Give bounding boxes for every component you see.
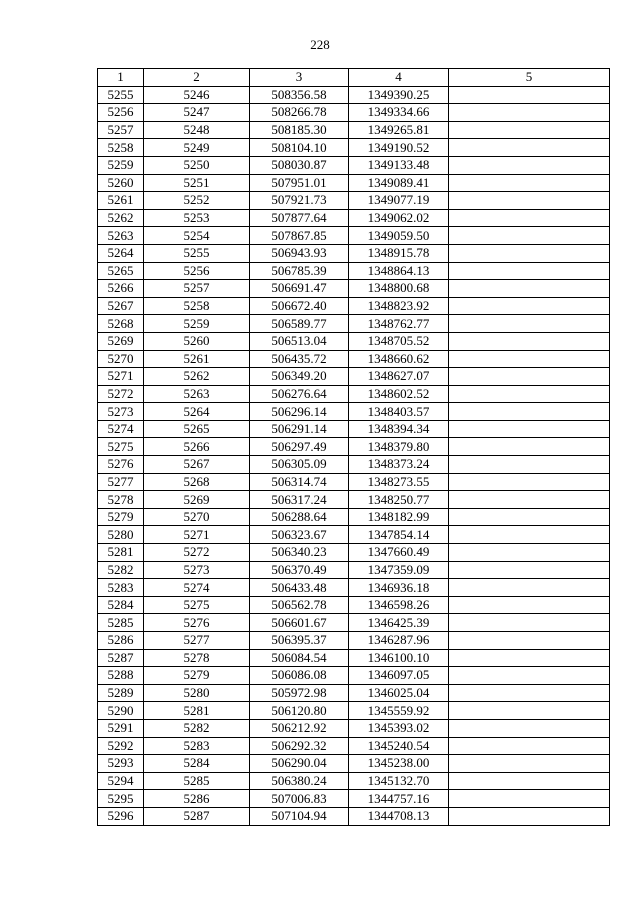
table-cell-col-1: 5288 — [98, 667, 144, 685]
table-cell-col-5 — [449, 156, 610, 174]
table-cell-col-3: 506288.64 — [250, 508, 349, 526]
table-cell-col-3: 506513.04 — [250, 332, 349, 350]
table-cell-col-3: 507951.01 — [250, 174, 349, 192]
table-cell-col-5 — [449, 684, 610, 702]
table-cell-col-1: 5269 — [98, 332, 144, 350]
table-row — [98, 579, 610, 597]
table-cell-col-3: 506291.14 — [250, 420, 349, 438]
table-cell-col-4: 1348602.52 — [349, 385, 449, 403]
table-cell-col-2: 5277 — [144, 632, 250, 650]
table-header — [98, 69, 610, 87]
table-row — [98, 209, 610, 227]
table-cell-col-1: 5278 — [98, 491, 144, 509]
table-cell-col-3: 506349.20 — [250, 368, 349, 386]
table-cell-col-2: 5272 — [144, 544, 250, 562]
table-cell-col-2: 5264 — [144, 403, 250, 421]
column-header-4: 4 — [349, 69, 449, 87]
table-cell-col-2: 5280 — [144, 684, 250, 702]
table-cell-col-1: 5274 — [98, 420, 144, 438]
table-cell-col-4: 1348273.55 — [349, 473, 449, 491]
table-cell-col-5 — [449, 174, 610, 192]
table-row — [98, 772, 610, 790]
table-cell-col-1: 5270 — [98, 350, 144, 368]
table-cell-col-5 — [449, 121, 610, 139]
table-cell-col-3: 508030.87 — [250, 156, 349, 174]
table-cell-col-1: 5260 — [98, 174, 144, 192]
table-cell-col-4: 1348705.52 — [349, 332, 449, 350]
table-cell-col-5 — [449, 368, 610, 386]
table-cell-col-3: 506672.40 — [250, 297, 349, 315]
table-cell-col-1: 5259 — [98, 156, 144, 174]
header-row — [98, 69, 610, 87]
table-cell-col-5 — [449, 438, 610, 456]
table-cell-col-3: 507104.94 — [250, 807, 349, 825]
table-cell-col-3: 506317.24 — [250, 491, 349, 509]
table-cell-col-5 — [449, 104, 610, 122]
table-cell-col-3: 506370.49 — [250, 561, 349, 579]
table-row — [98, 456, 610, 474]
table-cell-col-3: 506084.54 — [250, 649, 349, 667]
table-cell-col-5 — [449, 755, 610, 773]
table-row — [98, 139, 610, 157]
table-cell-col-2: 5278 — [144, 649, 250, 667]
table-cell-col-4: 1348379.80 — [349, 438, 449, 456]
table-cell-col-2: 5259 — [144, 315, 250, 333]
table-cell-col-1: 5291 — [98, 719, 144, 737]
table-cell-col-4: 1348394.34 — [349, 420, 449, 438]
table-cell-col-3: 508356.58 — [250, 86, 349, 104]
table-cell-col-4: 1348762.77 — [349, 315, 449, 333]
table-cell-col-3: 507877.64 — [250, 209, 349, 227]
table-cell-col-2: 5269 — [144, 491, 250, 509]
table-row — [98, 262, 610, 280]
table-row — [98, 86, 610, 104]
table-cell-col-4: 1348403.57 — [349, 403, 449, 421]
table-cell-col-3: 506691.47 — [250, 280, 349, 298]
column-header-2: 2 — [144, 69, 250, 87]
table-cell-col-2: 5285 — [144, 772, 250, 790]
table-cell-col-4: 1347854.14 — [349, 526, 449, 544]
table-cell-col-5 — [449, 315, 610, 333]
table-cell-col-4: 1346100.10 — [349, 649, 449, 667]
table-row — [98, 667, 610, 685]
table-row — [98, 614, 610, 632]
table-cell-col-5 — [449, 209, 610, 227]
table-cell-col-2: 5284 — [144, 755, 250, 773]
table-cell-col-1: 5295 — [98, 790, 144, 808]
table-cell-col-5 — [449, 614, 610, 632]
table-cell-col-3: 506323.67 — [250, 526, 349, 544]
table-cell-col-3: 508266.78 — [250, 104, 349, 122]
table-cell-col-3: 506435.72 — [250, 350, 349, 368]
table-cell-col-3: 506120.80 — [250, 702, 349, 720]
table-cell-col-4: 1345240.54 — [349, 737, 449, 755]
table-cell-col-1: 5277 — [98, 473, 144, 491]
table-row — [98, 192, 610, 210]
table-row — [98, 473, 610, 491]
table-cell-col-5 — [449, 526, 610, 544]
table-cell-col-3: 506292.32 — [250, 737, 349, 755]
table-cell-col-4: 1344708.13 — [349, 807, 449, 825]
table-cell-col-5 — [449, 772, 610, 790]
table-cell-col-1: 5267 — [98, 297, 144, 315]
table-cell-col-2: 5265 — [144, 420, 250, 438]
table-cell-col-1: 5271 — [98, 368, 144, 386]
table-row — [98, 702, 610, 720]
table-row — [98, 385, 610, 403]
table-row — [98, 244, 610, 262]
table-cell-col-1: 5273 — [98, 403, 144, 421]
table-cell-col-2: 5249 — [144, 139, 250, 157]
table-cell-col-2: 5263 — [144, 385, 250, 403]
table-row — [98, 755, 610, 773]
table-cell-col-2: 5257 — [144, 280, 250, 298]
table-cell-col-1: 5282 — [98, 561, 144, 579]
table-cell-col-3: 507006.83 — [250, 790, 349, 808]
table-cell-col-3: 506433.48 — [250, 579, 349, 597]
table-cell-col-5 — [449, 192, 610, 210]
table-cell-col-1: 5261 — [98, 192, 144, 210]
table-body — [98, 86, 610, 825]
table-cell-col-4: 1348864.13 — [349, 262, 449, 280]
table-cell-col-1: 5263 — [98, 227, 144, 245]
table-cell-col-3: 506589.77 — [250, 315, 349, 333]
table-cell-col-2: 5252 — [144, 192, 250, 210]
table-cell-col-2: 5274 — [144, 579, 250, 597]
table-cell-col-2: 5279 — [144, 667, 250, 685]
table-cell-col-3: 506562.78 — [250, 596, 349, 614]
table-cell-col-2: 5260 — [144, 332, 250, 350]
page-number: 228 — [310, 37, 330, 52]
table-cell-col-5 — [449, 579, 610, 597]
table-cell-col-4: 1347660.49 — [349, 544, 449, 562]
table-row — [98, 420, 610, 438]
table-cell-col-2: 5248 — [144, 121, 250, 139]
table-cell-col-4: 1346097.05 — [349, 667, 449, 685]
table-cell-col-1: 5294 — [98, 772, 144, 790]
table-row — [98, 315, 610, 333]
table-cell-col-5 — [449, 719, 610, 737]
table-cell-col-5 — [449, 420, 610, 438]
table-cell-col-1: 5257 — [98, 121, 144, 139]
table-row — [98, 508, 610, 526]
table-row — [98, 280, 610, 298]
table-cell-col-1: 5287 — [98, 649, 144, 667]
table-cell-col-4: 1346425.39 — [349, 614, 449, 632]
table-cell-col-4: 1348915.78 — [349, 244, 449, 262]
table-cell-col-1: 5284 — [98, 596, 144, 614]
table-cell-col-2: 5287 — [144, 807, 250, 825]
table-cell-col-5 — [449, 491, 610, 509]
table-cell-col-5 — [449, 280, 610, 298]
table-cell-col-1: 5280 — [98, 526, 144, 544]
table-cell-col-1: 5255 — [98, 86, 144, 104]
table-row — [98, 526, 610, 544]
table-cell-col-4: 1345559.92 — [349, 702, 449, 720]
table-cell-col-5 — [449, 385, 610, 403]
table-cell-col-4: 1348182.99 — [349, 508, 449, 526]
table-cell-col-5 — [449, 473, 610, 491]
column-header-5: 5 — [449, 69, 610, 87]
table-cell-col-4: 1348660.62 — [349, 350, 449, 368]
table-cell-col-1: 5276 — [98, 456, 144, 474]
table-cell-col-2: 5281 — [144, 702, 250, 720]
table-cell-col-5 — [449, 403, 610, 421]
table-cell-col-2: 5273 — [144, 561, 250, 579]
table-cell-col-4: 1346025.04 — [349, 684, 449, 702]
table-cell-col-1: 5266 — [98, 280, 144, 298]
table-cell-col-2: 5254 — [144, 227, 250, 245]
table-cell-col-5 — [449, 244, 610, 262]
table-row — [98, 790, 610, 808]
table-cell-col-3: 505972.98 — [250, 684, 349, 702]
table-cell-col-5 — [449, 596, 610, 614]
table-row — [98, 561, 610, 579]
table-cell-col-1: 5286 — [98, 632, 144, 650]
table-cell-col-5 — [449, 262, 610, 280]
table-cell-col-2: 5247 — [144, 104, 250, 122]
table-cell-col-3: 507921.73 — [250, 192, 349, 210]
table-row — [98, 632, 610, 650]
table-cell-col-5 — [449, 86, 610, 104]
table-cell-col-1: 5275 — [98, 438, 144, 456]
table-cell-col-2: 5253 — [144, 209, 250, 227]
table-cell-col-1: 5292 — [98, 737, 144, 755]
table-cell-col-5 — [449, 297, 610, 315]
table-row — [98, 104, 610, 122]
table-row — [98, 332, 610, 350]
table-cell-col-2: 5270 — [144, 508, 250, 526]
table-cell-col-4: 1349390.25 — [349, 86, 449, 104]
table-row — [98, 368, 610, 386]
table-cell-col-2: 5246 — [144, 86, 250, 104]
table-cell-col-5 — [449, 227, 610, 245]
table-row — [98, 227, 610, 245]
table-cell-col-2: 5261 — [144, 350, 250, 368]
table-cell-col-3: 506276.64 — [250, 385, 349, 403]
column-header-1: 1 — [98, 69, 144, 87]
table-cell-col-1: 5285 — [98, 614, 144, 632]
table-cell-col-2: 5286 — [144, 790, 250, 808]
table-row — [98, 596, 610, 614]
table-row — [98, 807, 610, 825]
table-cell-col-1: 5293 — [98, 755, 144, 773]
table-cell-col-4: 1349265.81 — [349, 121, 449, 139]
table-cell-col-4: 1344757.16 — [349, 790, 449, 808]
table-cell-col-4: 1347359.09 — [349, 561, 449, 579]
column-header-3: 3 — [250, 69, 349, 87]
table-cell-col-2: 5275 — [144, 596, 250, 614]
table-cell-col-2: 5251 — [144, 174, 250, 192]
table-cell-col-3: 506314.74 — [250, 473, 349, 491]
table-cell-col-2: 5283 — [144, 737, 250, 755]
table-cell-col-4: 1349059.50 — [349, 227, 449, 245]
table-cell-col-2: 5262 — [144, 368, 250, 386]
table-row — [98, 121, 610, 139]
table-cell-col-4: 1349190.52 — [349, 139, 449, 157]
table-cell-col-2: 5255 — [144, 244, 250, 262]
table-cell-col-3: 506785.39 — [250, 262, 349, 280]
table-row — [98, 403, 610, 421]
table-row — [98, 544, 610, 562]
table-cell-col-3: 506290.04 — [250, 755, 349, 773]
table-cell-col-5 — [449, 790, 610, 808]
table-cell-col-3: 506086.08 — [250, 667, 349, 685]
table-cell-col-5 — [449, 737, 610, 755]
table-cell-col-5 — [449, 667, 610, 685]
table-cell-col-4: 1345393.02 — [349, 719, 449, 737]
table-cell-col-4: 1348823.92 — [349, 297, 449, 315]
table-cell-col-2: 5266 — [144, 438, 250, 456]
table-row — [98, 684, 610, 702]
table-cell-col-3: 507867.85 — [250, 227, 349, 245]
table-row — [98, 491, 610, 509]
table-row — [98, 174, 610, 192]
table-cell-col-5 — [449, 632, 610, 650]
table-cell-col-1: 5265 — [98, 262, 144, 280]
table-row — [98, 719, 610, 737]
table-cell-col-1: 5283 — [98, 579, 144, 597]
table-cell-col-1: 5289 — [98, 684, 144, 702]
table-cell-col-2: 5268 — [144, 473, 250, 491]
table-cell-col-2: 5250 — [144, 156, 250, 174]
table-cell-col-5 — [449, 649, 610, 667]
table-cell-col-2: 5276 — [144, 614, 250, 632]
table-cell-col-1: 5264 — [98, 244, 144, 262]
table-row — [98, 297, 610, 315]
table-cell-col-2: 5256 — [144, 262, 250, 280]
table-cell-col-3: 506340.23 — [250, 544, 349, 562]
table-cell-col-2: 5267 — [144, 456, 250, 474]
coordinates-table — [97, 68, 610, 826]
table-cell-col-4: 1348250.77 — [349, 491, 449, 509]
table-cell-col-5 — [449, 702, 610, 720]
table-cell-col-5 — [449, 508, 610, 526]
table-cell-col-5 — [449, 456, 610, 474]
table-cell-col-4: 1349089.41 — [349, 174, 449, 192]
table-cell-col-4: 1349077.19 — [349, 192, 449, 210]
table-cell-col-3: 508185.30 — [250, 121, 349, 139]
table-cell-col-5 — [449, 544, 610, 562]
table-row — [98, 350, 610, 368]
table-cell-col-5 — [449, 807, 610, 825]
table-row — [98, 737, 610, 755]
table-cell-col-3: 506601.67 — [250, 614, 349, 632]
table-cell-col-3: 506395.37 — [250, 632, 349, 650]
table-cell-col-3: 506297.49 — [250, 438, 349, 456]
table-cell-col-4: 1349334.66 — [349, 104, 449, 122]
table-cell-col-3: 506212.92 — [250, 719, 349, 737]
table-cell-col-1: 5281 — [98, 544, 144, 562]
table-cell-col-3: 506943.93 — [250, 244, 349, 262]
table-cell-col-1: 5268 — [98, 315, 144, 333]
table-cell-col-3: 506305.09 — [250, 456, 349, 474]
table-cell-col-1: 5258 — [98, 139, 144, 157]
table-row — [98, 156, 610, 174]
table-cell-col-4: 1346287.96 — [349, 632, 449, 650]
table-cell-col-4: 1348627.07 — [349, 368, 449, 386]
table-cell-col-3: 506296.14 — [250, 403, 349, 421]
table-cell-col-4: 1349062.02 — [349, 209, 449, 227]
table-cell-col-4: 1349133.48 — [349, 156, 449, 174]
table-cell-col-1: 5272 — [98, 385, 144, 403]
table-cell-col-5 — [449, 350, 610, 368]
table-cell-col-4: 1348800.68 — [349, 280, 449, 298]
table-cell-col-2: 5258 — [144, 297, 250, 315]
table-cell-col-3: 508104.10 — [250, 139, 349, 157]
table-cell-col-5 — [449, 561, 610, 579]
table-cell-col-1: 5262 — [98, 209, 144, 227]
table-cell-col-1: 5296 — [98, 807, 144, 825]
table-row — [98, 438, 610, 456]
table-cell-col-5 — [449, 139, 610, 157]
table-cell-col-1: 5279 — [98, 508, 144, 526]
table-row — [98, 649, 610, 667]
table-cell-col-2: 5282 — [144, 719, 250, 737]
table-cell-col-1: 5290 — [98, 702, 144, 720]
table-cell-col-2: 5271 — [144, 526, 250, 544]
table-cell-col-3: 506380.24 — [250, 772, 349, 790]
table-cell-col-4: 1348373.24 — [349, 456, 449, 474]
table-cell-col-5 — [449, 332, 610, 350]
table-cell-col-4: 1346936.18 — [349, 579, 449, 597]
table-cell-col-4: 1345238.00 — [349, 755, 449, 773]
table-cell-col-4: 1346598.26 — [349, 596, 449, 614]
table-cell-col-1: 5256 — [98, 104, 144, 122]
table-cell-col-4: 1345132.70 — [349, 772, 449, 790]
